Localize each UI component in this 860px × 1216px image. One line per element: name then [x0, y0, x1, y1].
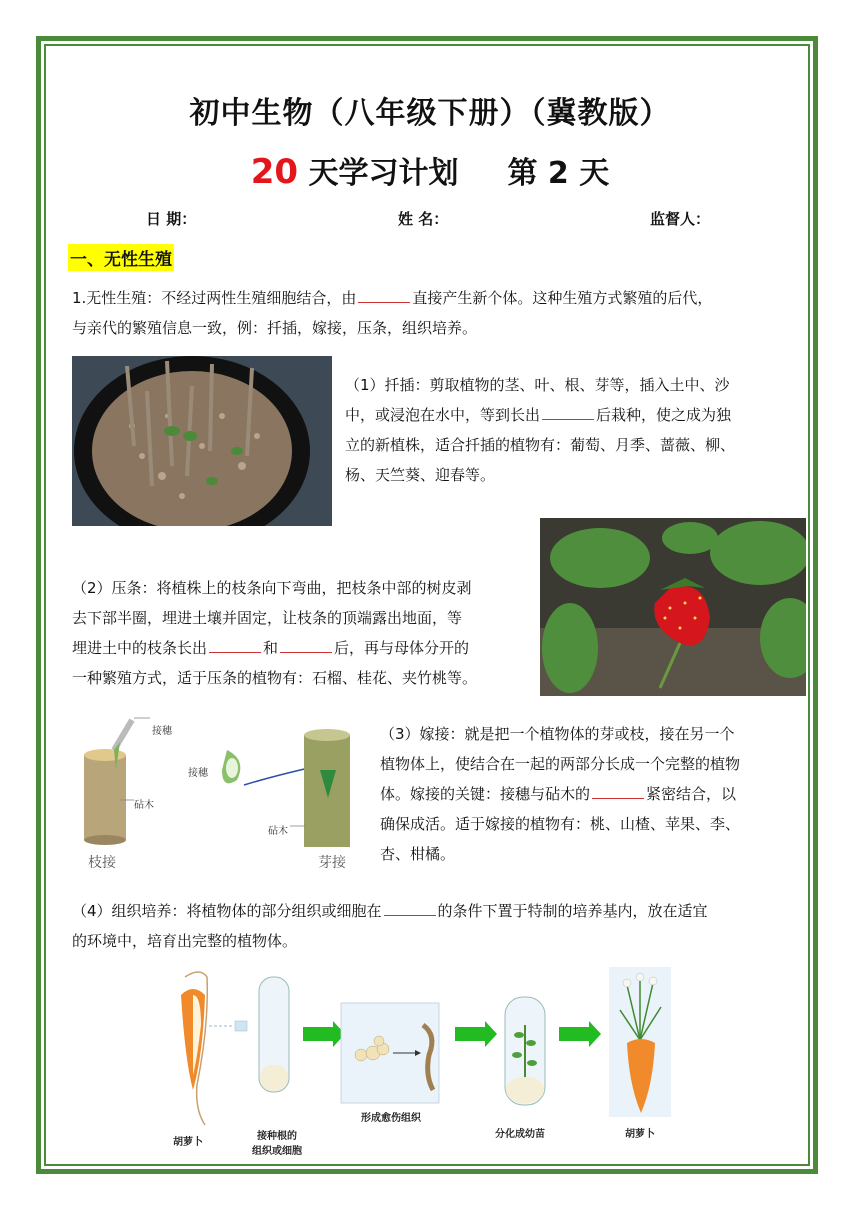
grafting-diagram — [72, 710, 372, 875]
paragraph-definition: 1.无性生殖：不经过两性生殖细胞结合，由 直接产生新个体。这种生殖方式繁殖的后代， 与亲代的繁殖信息一致，例：扦插，嫁接，压条，组织培养。 — [72, 289, 713, 337]
paragraph-grafting: （3）嫁接：就是把一个植物体的芽或枝，接在另一个 植物体上，使结合在一起的两部分长成一个完整的植物 体。嫁接的关键：接穗与砧木的 紧密结合，以 确保成活。适于嫁接的植物有：桃、山楂、苹果、李、 杏、柑橘。 — [380, 725, 741, 863]
seedling-caption: 分化成幼苗 — [495, 1129, 545, 1140]
day-number: 2 — [547, 156, 569, 191]
paragraph-cutting: （1）扦插：剪取植物的茎、叶、根、芽等，插入土中、沙 中，或浸泡在水中，等到长出 后栽种，使之成为独 立的新植株，适合扦插的植物有：葡萄、月季、蔷薇、柳、 杨、天竺葵、迎春等。 — [345, 376, 736, 484]
fill-blank[interactable] — [592, 797, 644, 799]
fill-blank[interactable] — [209, 651, 261, 653]
carrot-caption: 胡萝卜 — [173, 1137, 203, 1148]
strawberry-photo — [540, 518, 806, 696]
day-prefix: 第 — [507, 156, 538, 191]
carrot-caption-2: 胡萝卜 — [625, 1129, 655, 1140]
plan-days-number: 20 — [250, 152, 299, 192]
page-subtitle — [0, 148, 860, 192]
scion-label: 接穗 — [152, 726, 172, 737]
name-label: 姓 名： — [398, 210, 449, 228]
cutting-photo — [72, 356, 332, 526]
bud-graft-caption: 芽接 — [318, 855, 346, 871]
scion-label-2: 接穗 — [188, 768, 208, 779]
callus-caption: 形成愈伤组织 — [361, 1113, 421, 1124]
fill-blank[interactable] — [542, 418, 594, 420]
fill-blank[interactable] — [384, 914, 436, 916]
date-label: 日 期： — [146, 210, 197, 228]
page-title: 初中生物（八年级下册）（冀教版） — [189, 96, 671, 131]
section-heading: 一、无性生殖 — [68, 244, 174, 271]
tissue-culture-diagram — [165, 965, 685, 1155]
fill-blank[interactable] — [358, 301, 410, 303]
paragraph-tissue-culture: （4）组织培养：将植物体的部分组织或细胞在 的条件下置于特制的培养基内，放在适宜 的环境中，培育出完整的植物体。 — [72, 902, 708, 950]
supervisor-label: 监督人： — [650, 210, 711, 228]
rootstock-label-2: 砧木 — [268, 826, 288, 837]
fill-blank[interactable] — [280, 651, 332, 653]
plan-label: 天学习计划 — [308, 156, 459, 191]
branch-graft-caption: 枝接 — [88, 855, 116, 871]
day-suffix: 天 — [579, 156, 610, 191]
inoculate-caption: 接种根的 组织或细胞 — [252, 1131, 302, 1157]
rootstock-label: 砧木 — [134, 800, 154, 811]
paragraph-layering: （2）压条：将植株上的枝条向下弯曲，把枝条中部的树皮剥 去下部半圈，埋进土壤并固定，让枝条的顶端露出地面，等 埋进土中的枝条长出 和 后，再与母体分开的 一种繁殖方式，适于压条的植物有：石榴、桂花、夹竹桃等。 — [72, 579, 478, 687]
